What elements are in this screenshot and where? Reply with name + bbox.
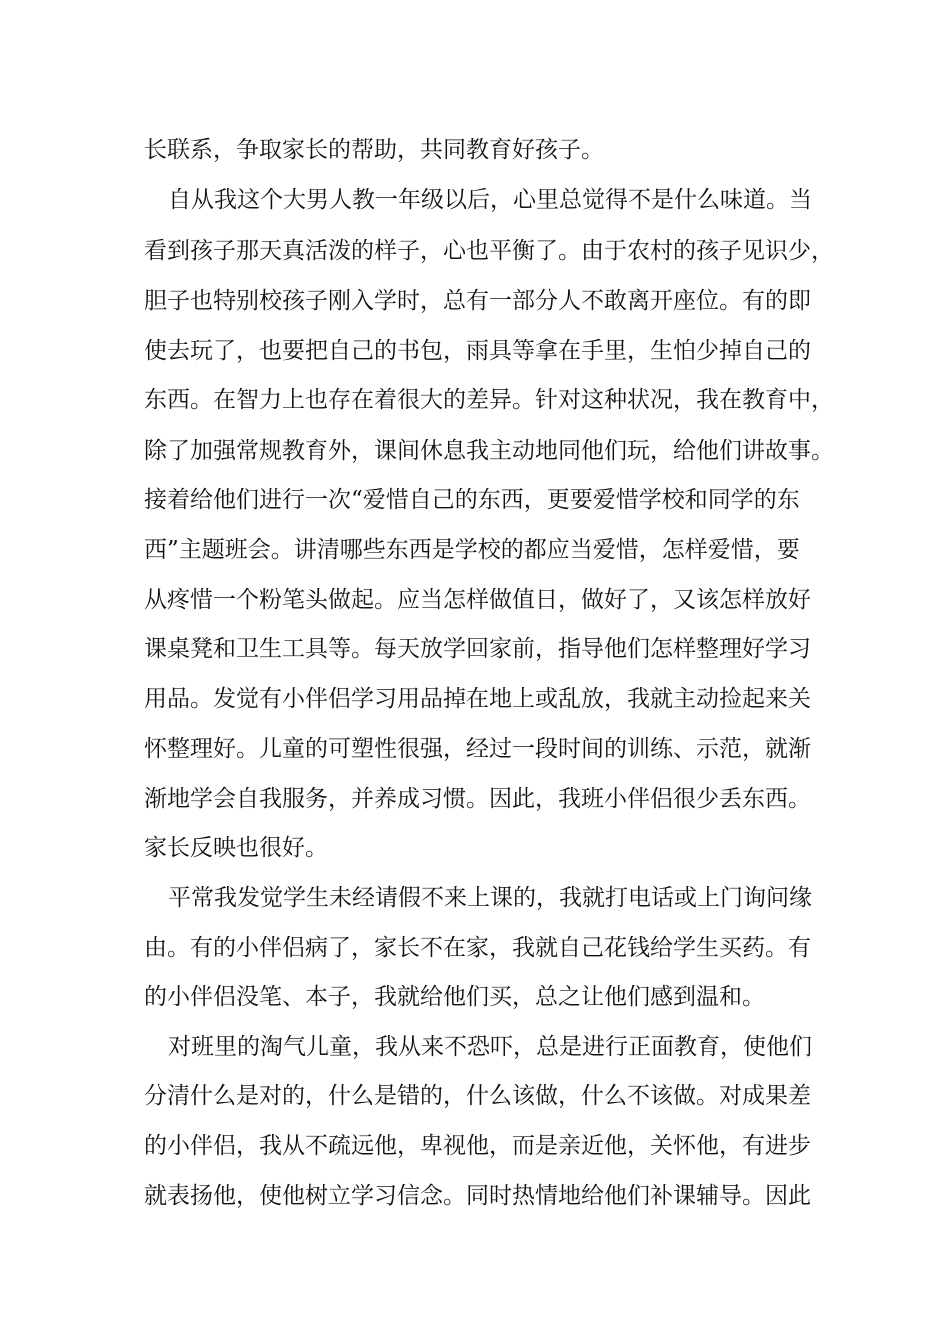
text-line: 家长反映也很好。 <box>144 835 328 861</box>
text-line: 由。有的小伴侣病了，家长不在家，我就自己花钱给学生买药。有 <box>144 935 811 961</box>
text-line: 使去玩了，也要把自己的书包，雨具等拿在手里，生怕少掉自己的 <box>144 338 811 364</box>
text-line: 除了加强常规教育外，课间休息我主动地同他们玩，给他们讲故事。 <box>144 438 834 464</box>
text-line: 平常我发觉学生未经请假不来上课的，我就打电话或上门询问缘 <box>168 885 812 911</box>
text-line: 接着给他们进行一次“爱惜自己的东西，更要爱惜学校和同学的东 <box>144 487 800 513</box>
text-line: 分清什么是对的，什么是错的，什么该做，什么不该做。对成果差 <box>144 1083 811 1109</box>
text-line: 就表扬他，使他树立学习信念。同时热情地给他们补课辅导。因此 <box>144 1183 811 1209</box>
text-line: 长联系，争取家长的帮助，共同教育好孩子。 <box>144 137 604 163</box>
text-line: 从疼惜一个粉笔头做起。应当怎样做值日，做好了，又该怎样放好 <box>144 587 811 613</box>
text-line: 怀整理好。儿童的可塑性很强，经过一段时间的训练、示范，就渐 <box>144 736 811 762</box>
text-line: 西”主题班会。讲清哪些东西是学校的都应当爱惜，怎样爱惜，要 <box>144 537 800 563</box>
text-line: 用品。发觉有小伴侣学习用品掉在地上或乱放，我就主动捡起来关 <box>144 686 811 712</box>
text-line: 胆子也特别校孩子刚入学时，总有一部分人不敢离开座位。有的即 <box>144 288 811 314</box>
text-line: 自从我这个大男人教一年级以后，心里总觉得不是什么味道。当 <box>168 187 812 213</box>
text-line: 渐地学会自我服务，并养成习惯。因此，我班小伴侣很少丢东西。 <box>144 786 811 812</box>
text-line: 对班里的淘气儿童，我从来不恐吓，总是进行正面教育，使他们 <box>168 1034 812 1060</box>
text-line: 的小伴侣没笔、本子，我就给他们买，总之让他们感到温和。 <box>144 984 765 1010</box>
text-line: 的小伴侣，我从不疏远他，卑视他，而是亲近他，关怀他，有进步 <box>144 1133 811 1159</box>
text-line: 看到孩子那天真活泼的样子，心也平衡了。由于农村的孩子见识少， <box>144 238 834 264</box>
text-line: 课桌凳和卫生工具等。每天放学回家前，指导他们怎样整理好学习 <box>144 636 811 662</box>
text-line: 东西。在智力上也存在着很大的差异。针对这种状况，我在教育中， <box>144 387 834 413</box>
